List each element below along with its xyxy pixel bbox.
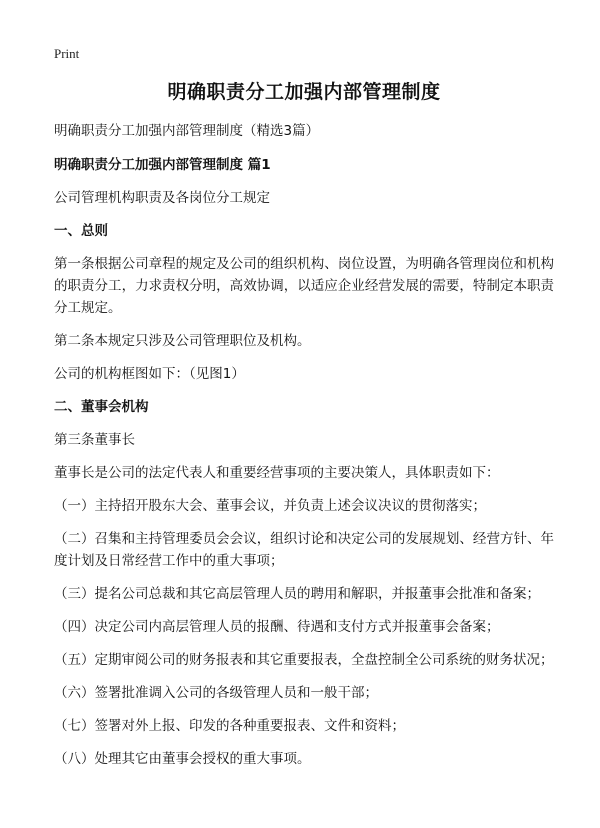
paragraph-org-chart: 公司的机构框图如下：（见图1）	[54, 366, 245, 382]
paragraph-rules-title: 公司管理机构职责及各岗位分工规定	[54, 190, 270, 206]
list-item-duty-3: （三）提名公司总裁和其它高层管理人员的聘用和解职，并报董事会批准和备案；	[54, 586, 540, 602]
list-item-duty-2: （二）召集和主持管理委员会会议，组织讨论和决定公司的发展规划、经营方针、年度计划及日常经营工作中的重大事项；	[54, 531, 554, 569]
list-item-duty-1: （一）主持招开股东大会、董事会议，并负责上述会议决议的贯彻落实；	[54, 498, 486, 514]
list-item-duty-5: （五）定期审阅公司的财务报表和其它重要报表，全盘控制全公司系统的财务状况；	[54, 652, 554, 668]
list-item-duty-8: （八）处理其它由董事会授权的重大事项。	[54, 751, 311, 767]
heading-general: 一、总则	[54, 223, 108, 239]
paragraph-article-3: 第三条董事长	[54, 432, 135, 448]
paragraph-chairman-intro: 董事长是公司的法定代表人和重要经营事项的主要决策人，具体职责如下：	[54, 465, 500, 481]
list-item-duty-4: （四）决定公司内高层管理人员的报酬、待遇和支付方式并报董事会备案；	[54, 619, 500, 635]
document-title: 明确职责分工加强内部管理制度	[167, 81, 441, 103]
document-body	[54, 78, 554, 781]
list-item-duty-6: （六）签署批准调入公司的各级管理人员和一般干部；	[54, 685, 378, 701]
document-subtitle: 明确职责分工加强内部管理制度（精选3篇）	[54, 123, 320, 139]
paragraph-article-1: 第一条根据公司章程的规定及公司的组织机构、岗位设置，为明确各管理岗位和机构的职责分工，力求责权分明，高效协调，以适应企业经营发展的需要，特制定本职责分工规定。	[54, 256, 554, 316]
section-heading: 明确职责分工加强内部管理制度 篇1	[54, 157, 271, 173]
heading-board: 二、董事会机构	[54, 399, 149, 415]
paragraph-article-2: 第二条本规定只涉及公司管理职位及机构。	[54, 333, 311, 349]
print-link[interactable]: Print	[54, 46, 80, 61]
list-item-duty-7: （七）签署对外上报、印发的各种重要报表、文件和资料；	[54, 718, 405, 734]
